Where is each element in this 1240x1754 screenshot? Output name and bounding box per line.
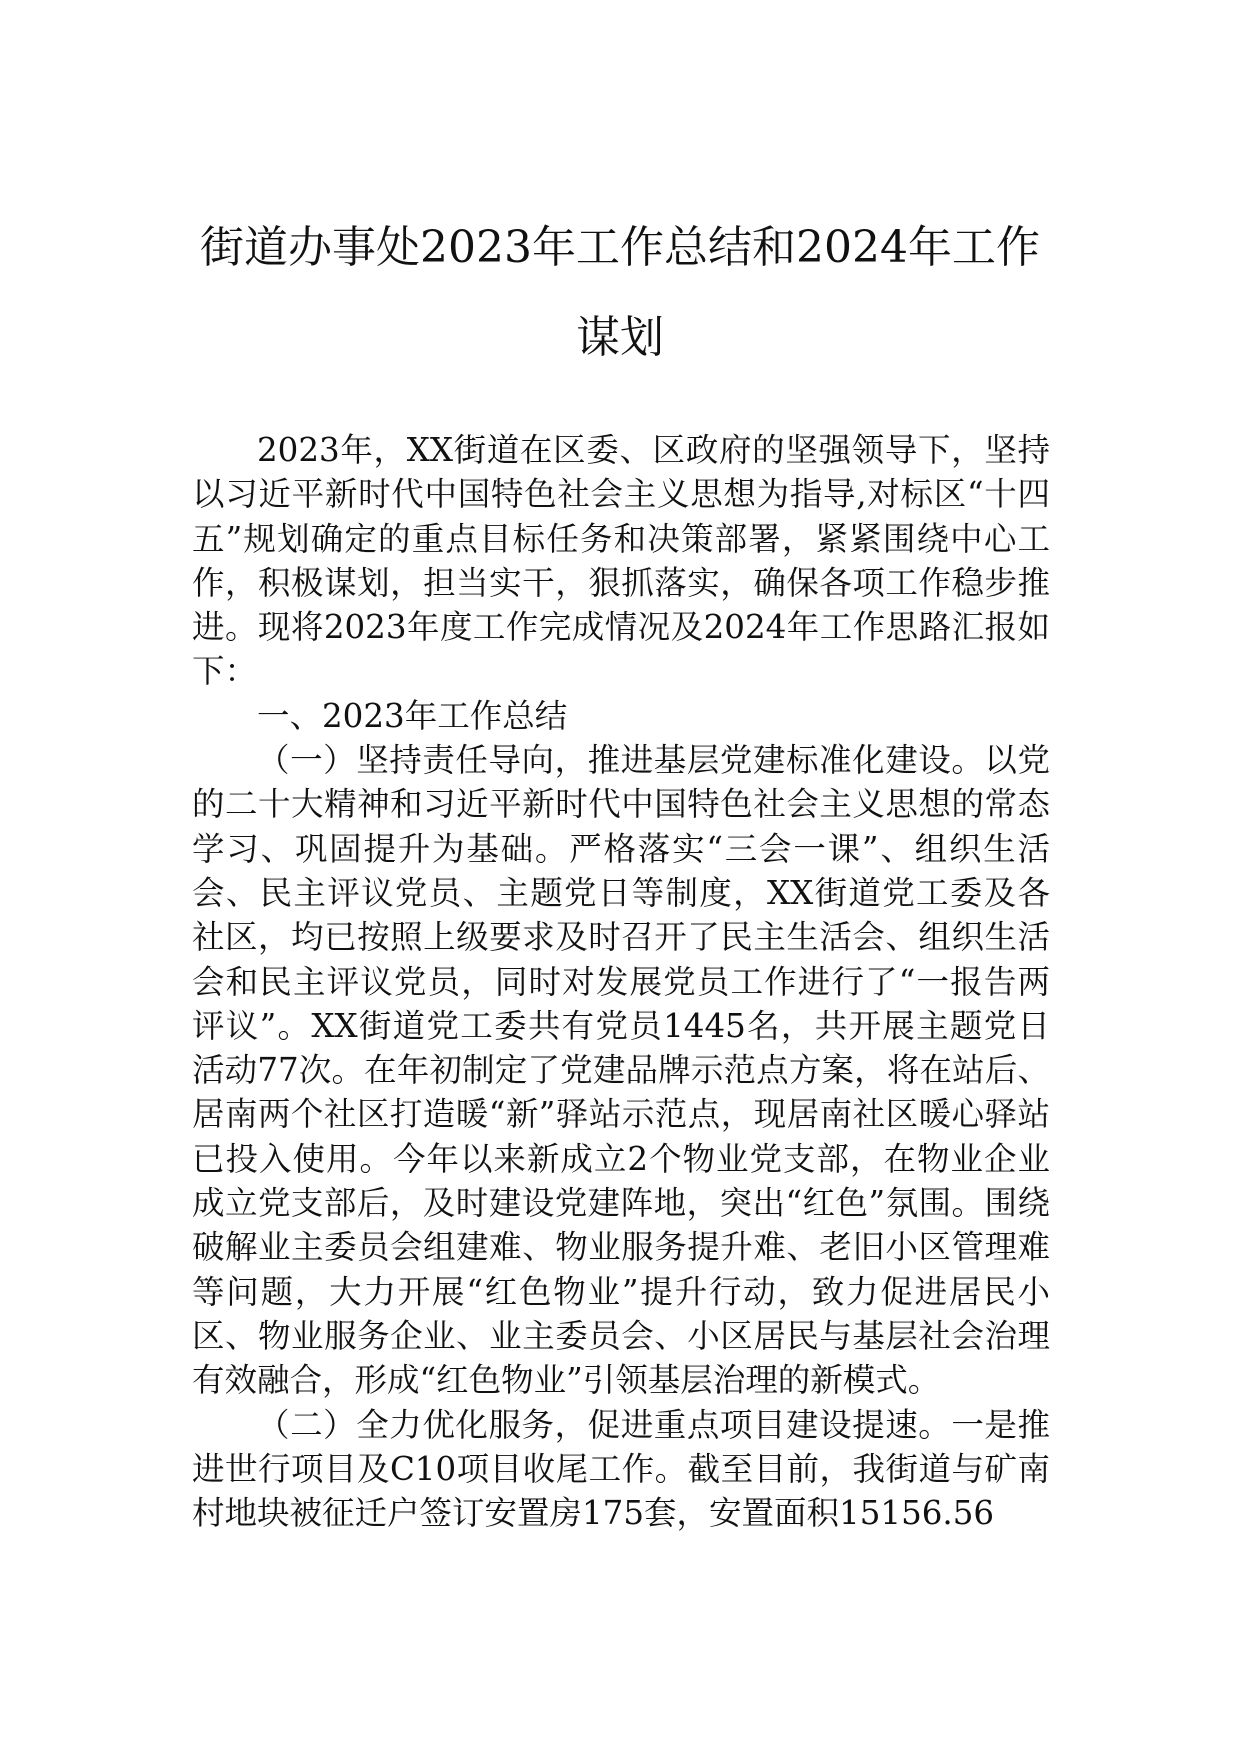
document-title-line-1: 街道办事处2023年工作总结和2024年工作 (200, 222, 1040, 273)
document-title-line-2: 谋划 (576, 312, 664, 363)
subsection-2-paragraph: （二）全力优化服务，促进重点项目建设提速。一是推进世行项目及C10项目收尾工作。截至目前，我街道与矿南村地块被征迁户签订安置房175套，安置面积15156.56 (192, 1405, 1050, 1533)
intro-paragraph: 2023年，XX街道在区委、区政府的坚强领导下，坚持以习近平新时代中国特色社会主义思想为指导,对标区“十四五”规划确定的重点目标任务和决策部署，紧紧围绕中心工作，积极谋划，担当实干，狠抓落实，确保各项工作稳步推进。现将2023年度工作完成情况及2024年工作思路汇报如下： (192, 431, 1050, 691)
section-heading-1: 一、2023年工作总结 (257, 696, 568, 735)
document-body (192, 428, 1050, 1535)
subsection-1-paragraph: （一）坚持责任导向，推进基层党建标准化建设。以党的二十大精神和习近平新时代中国特色社会主义思想的常态学习、巩固提升为基础。严格落实“三会一课”、组织生活会、民主评议党员、主题党日等制度，XX街道党工委及各社区，均已按照上级要求及时召开了民主生活会、组织生活会和民主评议党员，同时对发展党员工作进行了“一报告两评议”。XX街道党工委共有党员1445名，共开展主题党日活动77次。在年初制定了党建品牌示范点方案，将在站后、居南两个社区打造暖“新”驿站示范点，现居南社区暖心驿站已投入使用。今年以来新成立2个物业党支部，在物业企业成立党支部后，及时建设党建阵地，突出“红色”氛围。围绕破解业主委员会组建难、物业服务提升难、老旧小区管理难等问题，大力开展“红色物业”提升行动，致力促进居民小区、物业服务企业、业主委员会、小区居民与基层社会治理有效融合，形成“红色物业”引领基层治理的新模式。 (192, 741, 1050, 1400)
